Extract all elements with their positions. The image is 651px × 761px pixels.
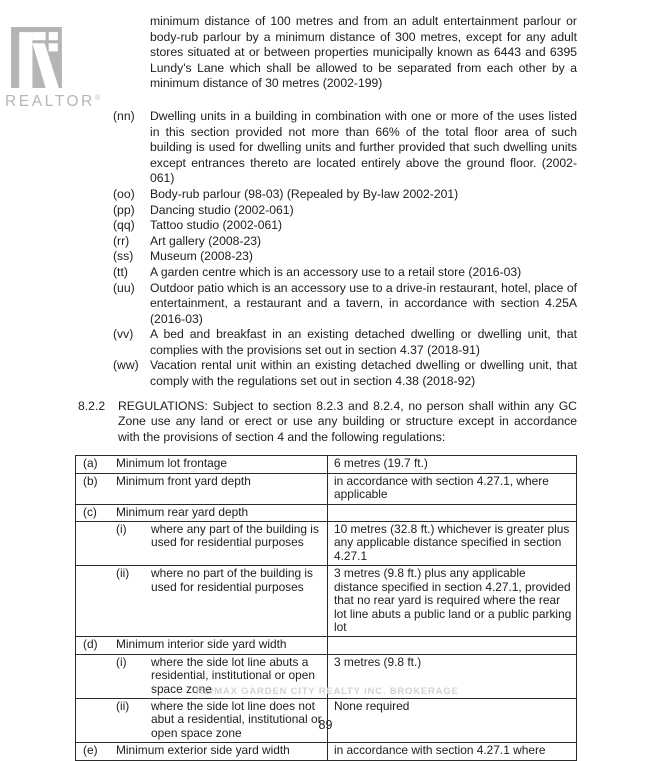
row-value: None required: [334, 698, 410, 713]
row-value: 3 metres (9.8 ft.) plus any applicable distance specified in section 4.27.1, provided that no rear yard is required where the rear lot line abuts a public land or a public parking lot: [334, 566, 572, 634]
row-value: [328, 637, 576, 653]
row-label: (e): [83, 743, 98, 758]
list-item: [113, 327, 577, 358]
list-item: [113, 280, 577, 328]
row-value: in accordance with section 4.27.1 where: [334, 743, 546, 758]
list-item-text: Dwelling units in a building in combination with one or more of the uses listed in this section provided not more than 66% of the total floor area of such building is used for dwelling units and further provided that such dwelling units except entrances thereto are located entirely above the ground floor. (2002-061): [150, 108, 577, 186]
list-item: [113, 186, 577, 203]
list-item-text: A garden centre which is an accessory use to a retail store (2016-03): [150, 264, 522, 279]
brokerage-watermark: RE/MAX GARDEN CITY REALTY INC. BROKERAGE: [196, 686, 459, 697]
row-label: (d): [83, 637, 98, 652]
row-label: (ii): [116, 698, 130, 713]
row-description: Minimum front yard depth: [116, 473, 251, 488]
list-item-text: Tattoo studio (2002-061): [150, 218, 283, 233]
list-item-text: Outdoor patio which is an accessory use to a drive-in restaurant, hotel, place of entertainment, a restaurant and a tavern, in accordance with section 4.25A (2016-03): [150, 280, 577, 326]
paragraph-continuation: minimum distance of 100 metres and from an adult entertainment parlour or body-rub parlour by a minimum distance of 300 metres, except for any adult stores situated at or between properties municipally known as 6443 and 6395 Lundy's Lane which shall be allowed to be separated from each other by a minimum distance of 30 metres (2002-199): [150, 14, 577, 91]
section-text: REGULATIONS: Subject to section 8.2.3 and 8.2.4, no person shall within any GC Zone use any land or erect or use any building or structure except in accordance with the provisions of section 4 and the following regulations:: [118, 398, 577, 444]
row-description-cell: [76, 522, 328, 565]
row-value: in accordance with section 4.27.1, where applicable: [334, 473, 549, 502]
section-8-2-2: [78, 398, 577, 446]
table-row: [76, 504, 576, 521]
list-item-text: Body-rub parlour (98-03) (Repealed by By-law 2002-201): [150, 186, 459, 201]
list-item-label: (ss): [113, 249, 134, 264]
list-item-label: (vv): [113, 327, 134, 342]
row-value: 10 metres (32.8 ft.) whichever is greater plus any applicable distance specified in section 4.27.1: [334, 522, 570, 563]
row-description: where the side lot line does not abut a residential, institutional or open space zone: [151, 698, 322, 740]
list-item-text: A bed and breakfast in an existing detached dwelling or dwelling unit, that complies with the provisions set out in section 4.37 (2018-91): [150, 327, 577, 357]
realtor-wordmark: [5, 91, 111, 110]
document-page: [0, 14, 651, 758]
realtor-r-icon: [11, 27, 62, 88]
list-item: [113, 264, 577, 281]
list-item: [113, 108, 577, 187]
row-description: where the side lot line abuts a residential, institutional or open space zone: [151, 654, 315, 696]
row-description-cell: [76, 456, 328, 472]
list-item: [113, 358, 577, 389]
table-row: [76, 636, 576, 653]
list-item-text: Vacation rental unit within an existing detached dwelling or dwelling unit, that comply with the regulations set out in section 4.38 (2018-92): [150, 358, 577, 389]
row-description-cell: [76, 637, 328, 653]
table-row: [76, 654, 576, 698]
row-description-cell: [76, 743, 328, 759]
list-item-label: (pp): [113, 202, 135, 217]
list-item-label: (rr): [113, 233, 130, 248]
row-description: where no part of the building is used for residential purposes: [151, 566, 313, 594]
row-value: 6 metres (19.7 ft.): [334, 456, 428, 471]
row-label: (i): [116, 522, 127, 537]
list-item-text: Museum (2008-23): [150, 249, 253, 264]
list-item: [113, 249, 577, 265]
list-item-label: (oo): [113, 186, 135, 201]
table-row: [76, 742, 576, 759]
list-item-label: (uu): [113, 280, 135, 295]
table-row: [76, 473, 576, 504]
list-item-label: (ww): [113, 358, 139, 373]
row-description: Minimum interior side yard width: [116, 637, 287, 652]
row-description-cell: [76, 655, 328, 698]
list-item-label: (nn): [113, 108, 135, 123]
list-item: [113, 218, 577, 234]
row-description-cell: [76, 566, 328, 636]
realtor-logo: [5, 27, 111, 110]
row-description-cell: [76, 505, 328, 521]
registered-mark: ®: [94, 95, 101, 102]
list-item-label: (qq): [113, 218, 135, 233]
table-row: [76, 565, 576, 636]
row-description: Minimum lot frontage: [116, 456, 228, 471]
page-number: 89: [318, 718, 333, 732]
row-label: (ii): [116, 566, 130, 581]
row-description-cell: [76, 474, 328, 504]
regulations-table: [75, 455, 577, 760]
list-item: [113, 233, 577, 250]
row-description: Minimum exterior side yard width: [116, 743, 290, 758]
list-item: [113, 202, 577, 219]
list-item-text: Art gallery (2008-23): [150, 233, 262, 248]
uses-list: [113, 108, 577, 390]
row-label: (b): [83, 473, 98, 488]
row-description: Minimum rear yard depth: [116, 504, 249, 519]
realtor-brand-text: REALTOR: [5, 93, 95, 110]
row-value: [328, 505, 576, 521]
table-row: [76, 521, 576, 565]
section-number: 8.2.2: [78, 398, 106, 413]
row-label: (i): [116, 654, 127, 669]
list-item-label: (tt): [113, 264, 128, 279]
row-label: (a): [83, 456, 98, 471]
row-value: 3 metres (9.8 ft.): [334, 654, 422, 669]
table-row: [76, 456, 576, 472]
row-label: (c): [83, 504, 97, 519]
list-item-text: Dancing studio (2002-061): [150, 202, 294, 217]
row-description: where any part of the building is used for residential purposes: [151, 522, 319, 550]
